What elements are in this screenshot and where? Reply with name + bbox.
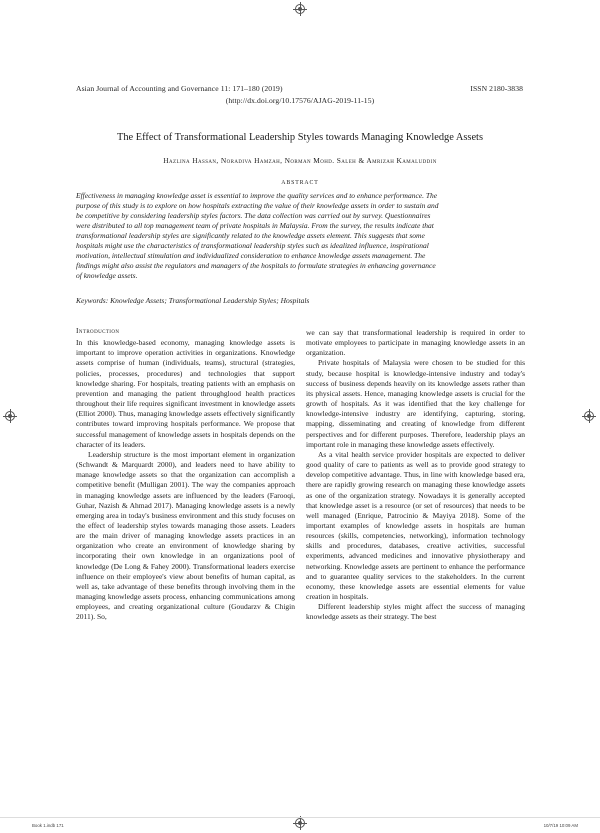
- abstract-line: transformational leadership styles are significantly related to the knowledge assets element. This suggests that some: [76, 231, 425, 241]
- abstract-line: Effectiveness in managing knowledge asset is essential to improve the quality services and to enhance performance. The: [76, 191, 438, 200]
- keywords: Keywords: Knowledge Assets; Transformational Leadership Styles; Hospitals: [76, 296, 310, 305]
- paragraph: Private hospitals of Malaysia were chosen to be studied for this study, because hospital is knowledge-intensive industry and today's success of business depends heavily on its knowledge assets rather than its physical assets. Hence, managing knowledge assets is crucial for the growth of hospitals. As it was identified that the key challenge for knowledge-intensive industry are identifying, capturing, storing, mapping, disseminating and creating of knowledge from different perspectives and for different purposes. Therefore, leadership plays an important role in managing these knowledge assets effectively.: [306, 358, 525, 449]
- registration-mark-icon: [584, 411, 594, 421]
- authors: Hazlina Hassan, Noradiva Hamzah, Norman Mohd. Saleh & Amrizah Kamaluddin: [163, 156, 437, 165]
- abstract-body: [76, 191, 523, 281]
- abstract-line: hospitals might use the characteristics of transformational leadership styles such as idealized influence, inspirational: [76, 241, 429, 251]
- registration-mark-icon: [5, 411, 15, 421]
- abstract-line: motivation, intellectual stimulation and individualized consideration to enhance knowledge assets management. The: [76, 251, 426, 261]
- registration-mark-icon: [295, 818, 305, 828]
- paragraph: As a vital health service provider hospitals are expected to deliver good quality of care to patients as well as to provide good strategy to develop competitive advantage. Thus, in line with knowledge based era, there are rapidly growing research on managing these knowledge assets as one of the organization strategy. Nowadays it is generally accepted that knowledge asset is a resource (or set of resources) that needs to be well managed (Enrique, Patrocinio & Mayiya 2018). Some of the important examples of knowledge assets in hospitals are human resources (skills, competencies, networking), information technology skills and procedures, databases, creative activities, successful experiments, advanced medicines and innovative physiotherapy and networking. Knowledge assets are pertinent to enhance the performance and to guarantee quality services to the stakeholders. In the current economy, these knowledge assets are essential elements for value creation in hospitals.: [306, 449, 525, 602]
- paragraph: Different leadership styles might affect the success of managing knowledge assets as their strategy. The best: [306, 602, 525, 622]
- paragraph: we can say that transformational leadership is required in order to motivate employees to participate in managing knowledge assets in an organization.: [306, 328, 525, 358]
- paragraph: In this knowledge-based economy, managing knowledge assets is important to improve operation activities in organizations. Knowledge assets comprise of human (individuals, teams), structural (strategies, policies, processes, procedures) and technologies that support knowledge sharing. For hospitals, treating patients with an emphasis on prevention and managing the patient throughglood health practices throughout their life requires significant investment in knowledge assets (Elliot 2000). Thus, managing knowledge assets effectively significantly contributes toward improving hospitals performance. We propose that successful management of knowledge assets in hospitals depends on the character of its leaders.: [76, 338, 295, 449]
- abstract-line: findings might also assist the regulators and managers of the hospitals to formulate strategies in enhancing governance: [76, 261, 436, 271]
- section-heading-introduction: Introduction: [76, 326, 120, 335]
- right-column: [306, 328, 525, 623]
- abstract-line: of knowledge assets.: [76, 271, 138, 281]
- left-column: [76, 326, 295, 623]
- footer-file-info: Book 1.indb 171: [32, 823, 64, 828]
- paper-title: The Effect of Transformational Leadership Styles towards Managing Knowledge Assets: [116, 132, 483, 143]
- journal-citation: Asian Journal of Accounting and Governance 11: 171–180 (2019): [76, 84, 283, 93]
- abstract-heading: ABSTRACT: [281, 180, 319, 186]
- footer-divider: [0, 817, 600, 818]
- registration-mark-icon: [295, 4, 305, 14]
- abstract-line: purpose of this study is to explore on how hospitals extracting the value of their knowledge assets in order to sustain and: [76, 201, 439, 211]
- abstract-line: were distributed to all top management team of private hospitals in Malaysia. From the survey, the results indicate that: [76, 221, 434, 231]
- doi: (http://dx.doi.org/10.17576/AJAG-2019-11-15): [225, 96, 375, 105]
- issn: ISSN 2180-3838: [470, 84, 523, 93]
- paragraph: Leadership structure is the most important element in organization (Schwandt & Marquardt 2000), and leaders need to have ability to manage knowledge assets so that the organization can accomplish a competitive benefit (Mulligan 2001). The way the companies approach in managing knowledge assets are influenced by the leaders (Farooqi, Guhar, Nazish & Ahmad 2017). Managing knowledge assets is a newly emerging area in today's business environment and this study focuses on the effect of leadership styles towards managing those assets. Leaders are the main driver of managing knowledge assets practices in an organization who create an environment of knowledge sharing by incorporating their own knowledge in an organizations pool of knowledge (De Long & Fahey 2000). Transformational leaders exercise influence on their employee's view about benefits of human capital, as well as, take advantage of these benefits through involving them in the managing knowledge assets process, enhancing communications among employees, and creating organizational culture (Goudarzv & Chigin 2011). So,: [76, 449, 295, 622]
- abstract-line: be competitive by considering leadership styles factors. The data collection was carried out by survey. Questionnaires: [76, 211, 431, 221]
- footer-timestamp: 10/7/19 10:09 AM: [543, 823, 578, 828]
